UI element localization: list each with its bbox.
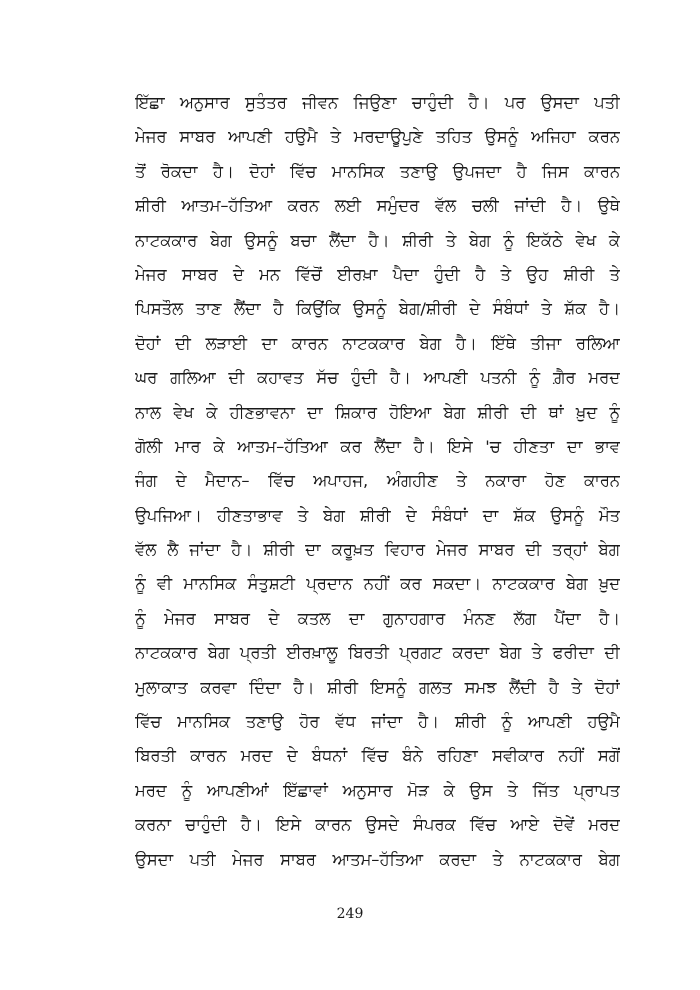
text-line: ਨੂੰ ਮੇਜਰ ਸਾਬਰ ਦੇ ਕਤਲ ਦਾ ਗੁਨਾਹਗਾਰ ਮੰਨਣ ਲੱਗ ਪੈਂਦਾ ਹੈ। bbox=[135, 608, 620, 628]
text-line: ਤੋਂ ਰੋਕਦਾ ਹੈ। ਦੋਹਾਂ ਵਿੱਚ ਮਾਨਸਿਕ ਤਣਾਉ ਉਪਜਦਾ ਹੈ ਜਿਸ ਕਾਰਨ bbox=[135, 161, 620, 181]
body-text bbox=[135, 86, 620, 877]
text-line: ਇੱਛਾ ਅਨੁਸਾਰ ਸੁਤੰਤਰ ਜੀਵਨ ਜਿਉਣਾ ਚਾਹੁੰਦੀ ਹੈ। ਪਰ ਉਸਦਾ ਪਤੀ bbox=[135, 93, 620, 112]
text-line: ਮੇਜਰ ਸਾਬਰ ਆਪਣੀ ਹਉਮੈ ਤੇ ਮਰਦਾਊਪੁਣੇ ਤਹਿਤ ਉਸਨੂੰ ਅਜਿਹਾ ਕਰਨ bbox=[135, 127, 620, 147]
text-line: ਪਿਸਤੌਲ ਤਾਣ ਲੈਂਦਾ ਹੈ ਕਿਉਂਕਿ ਉਸਨੂੰ ਬੇਗ/ਸ਼ੀਰੀ ਦੇ ਸੰਬੰਧਾਂ ਤੇ ਸ਼ੱਕ ਹੈ। bbox=[135, 299, 620, 319]
text-line: ਦੋਹਾਂ ਦੀ ਲੜਾਈ ਦਾ ਕਾਰਨ ਨਾਟਕਕਾਰ ਬੇਗ ਹੈ। ਇੱਥੇ ਤੀਜਾ ਰਲਿਆ bbox=[135, 333, 620, 353]
text-line: ਬਿਰਤੀ ਕਾਰਨ ਮਰਦ ਦੇ ਬੰਧਨਾਂ ਵਿੱਚ ਬੰਨੇ ਰਹਿਣਾ ਸਵੀਕਾਰ ਨਹੀਂ ਸਗੋਂ bbox=[135, 746, 620, 766]
text-line: ਵੱਲ ਲੈ ਜਾਂਦਾ ਹੈ। ਸ਼ੀਰੀ ਦਾ ਕਰੂਖ਼ਤ ਵਿਹਾਰ ਮੇਜਰ ਸਾਬਰ ਦੀ ਤਰ੍ਹਾਂ ਬੇਗ bbox=[135, 540, 620, 560]
text-line: ਮਰਦ ਨੂੰ ਆਪਣੀਆਂ ਇੱਛਾਵਾਂ ਅਨੁਸਾਰ ਮੋੜ ਕੇ ਉਸ ਤੇ ਜਿੱਤ ਪ੍ਰਾਪਤ bbox=[135, 780, 620, 800]
text-line: ਨਾਟਕਕਾਰ ਬੇਗ ਪ੍ਰਤੀ ਈਰਖ਼ਾਲੂ ਬਿਰਤੀ ਪ੍ਰਗਟ ਕਰਦਾ ਬੇਗ ਤੇ ਫਰੀਦਾ ਦੀ bbox=[135, 643, 620, 663]
page-number: 249 bbox=[336, 906, 364, 922]
text-line: ਨੂੰ ਵੀ ਮਾਨਸਿਕ ਸੰਤੁਸ਼ਟੀ ਪ੍ਰਦਾਨ ਨਹੀਂ ਕਰ ਸਕਦਾ। ਨਾਟਕਕਾਰ ਬੇਗ ਖ਼ੁਦ bbox=[135, 574, 620, 594]
text-line: ਮੇਜਰ ਸਾਬਰ ਦੇ ਮਨ ਵਿੱਚੋਂ ਈਰਖ਼ਾ ਪੈਦਾ ਹੁੰਦੀ ਹੈ ਤੇ ਉਹ ਸ਼ੀਰੀ ਤੇ bbox=[135, 264, 620, 284]
text-line: ਉਪਜਿਆ। ਹੀਣਤਾਭਾਵ ਤੇ ਬੇਗ ਸ਼ੀਰੀ ਦੇ ਸੰਬੰਧਾਂ ਦਾ ਸ਼ੱਕ ਉਸਨੂੰ ਮੌਤ bbox=[135, 505, 620, 525]
text-line: ਨਾਲ ਵੇਖ ਕੇ ਹੀਣਭਾਵਨਾ ਦਾ ਸ਼ਿਕਾਰ ਹੋਇਆ ਬੇਗ ਸ਼ੀਰੀ ਦੀ ਥਾਂ ਖ਼ੁਦ ਨੂੰ bbox=[135, 402, 620, 422]
text-line: ਮੁਲਾਕਾਤ ਕਰਵਾ ਦਿੰਦਾ ਹੈ। ਸ਼ੀਰੀ ਇਸਨੂੰ ਗਲਤ ਸਮਝ ਲੈਂਦੀ ਹੈ ਤੇ ਦੋਹਾਂ bbox=[135, 677, 620, 697]
text-line: ਵਿੱਚ ਮਾਨਸਿਕ ਤਣਾਉ ਹੋਰ ਵੱਧ ਜਾਂਦਾ ਹੈ। ਸ਼ੀਰੀ ਨੂੰ ਆਪਣੀ ਹਉਮੈ bbox=[135, 712, 620, 732]
text-line: ਕਰਨਾ ਚਾਹੁੰਦੀ ਹੈ। ਇਸੇ ਕਾਰਨ ਉਸਦੇ ਸੰਪਰਕ ਵਿੱਚ ਆਏ ਦੋਵੇਂ ਮਰਦ bbox=[135, 815, 620, 835]
text-line: ਘਰ ਗਲਿਆ ਦੀ ਕਹਾਵਤ ਸੱਚ ਹੁੰਦੀ ਹੈ। ਆਪਣੀ ਪਤਨੀ ਨੂੰ ਗ਼ੈਰ ਮਰਦ bbox=[135, 368, 620, 388]
text-line: ਸ਼ੀਰੀ ਆਤਮ–ਹੱਤਿਆ ਕਰਨ ਲਈ ਸਮੁੰਦਰ ਵੱਲ ਚਲੀ ਜਾਂਦੀ ਹੈ। ਉਥੇ bbox=[135, 196, 620, 216]
text-line: ਗੋਲੀ ਮਾਰ ਕੇ ਆਤਮ–ਹੱਤਿਆ ਕਰ ਲੈਂਦਾ ਹੈ। ਇਸੇ 'ਚ ਹੀਣਤਾ ਦਾ ਭਾਵ bbox=[135, 436, 620, 456]
text-line: ਉਸਦਾ ਪਤੀ ਮੇਜਰ ਸਾਬਰ ਆਤਮ–ਹੱਤਿਆ ਕਰਦਾ ਤੇ ਨਾਟਕਕਾਰ ਬੇਗ bbox=[135, 849, 620, 869]
text-line: ਨਾਟਕਕਾਰ ਬੇਗ ਉਸਨੂੰ ਬਚਾ ਲੈਂਦਾ ਹੈ। ਸ਼ੀਰੀ ਤੇ ਬੇਗ ਨੂੰ ਇਕੱਠੇ ਵੇਖ ਕੇ bbox=[135, 230, 620, 250]
text-line: ਜੰਗ ਦੇ ਮੈਦਾਨ– ਵਿੱਚ ਅਪਾਹਜ, ਅੰਗਹੀਣ ਤੇ ਨਕਾਰਾ ਹੋਣ ਕਾਰਨ bbox=[135, 471, 620, 491]
